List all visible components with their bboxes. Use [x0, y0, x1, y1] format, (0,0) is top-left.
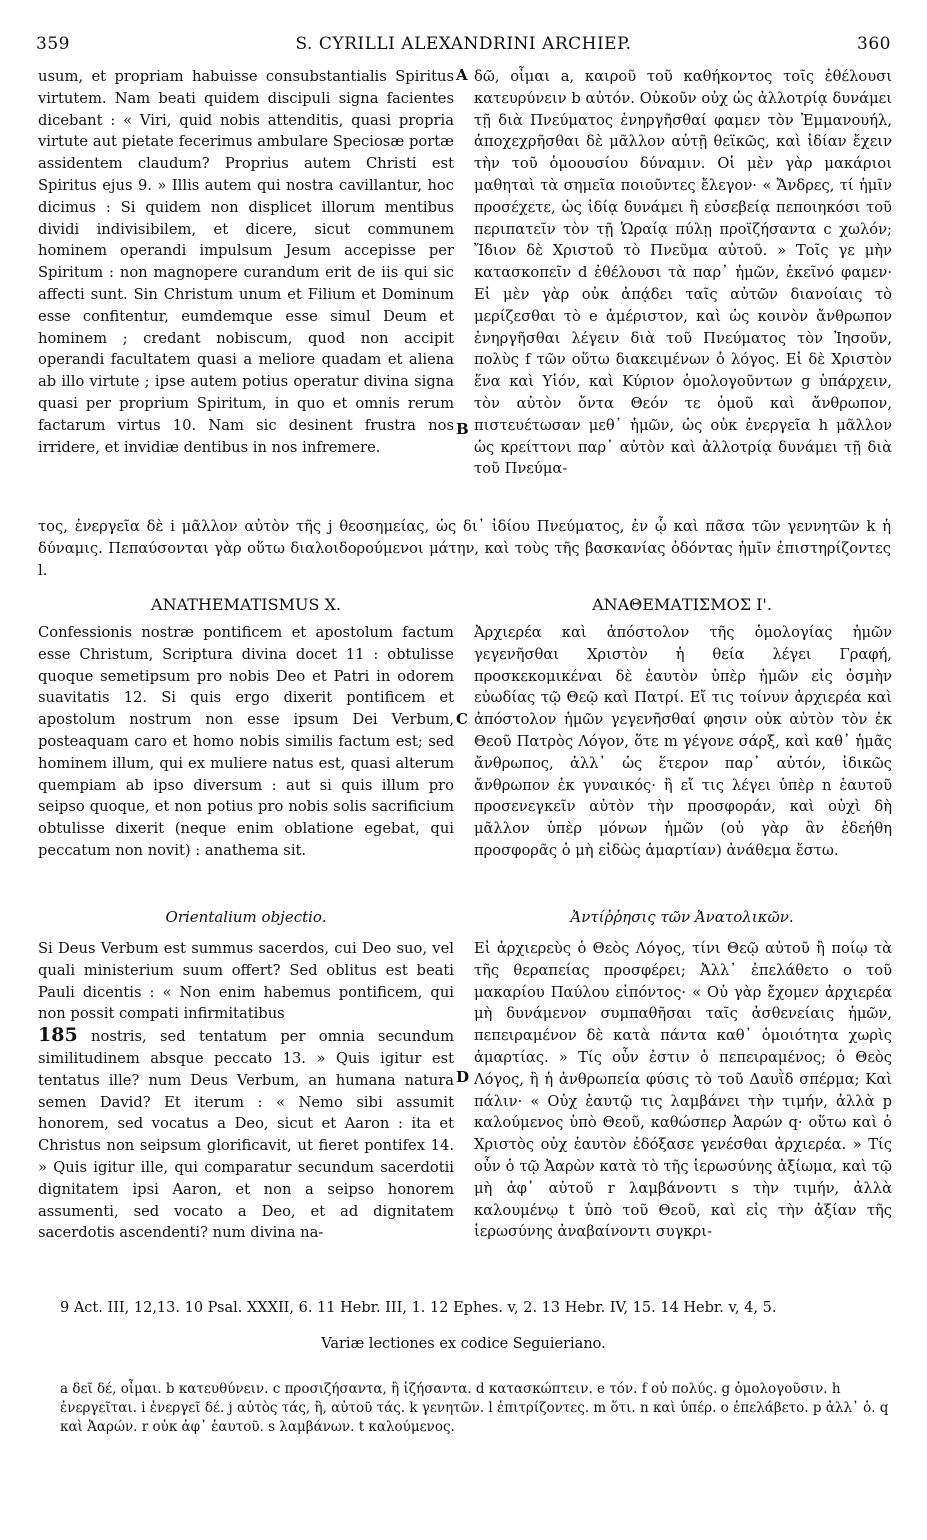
margin-letter-d: D: [456, 1068, 470, 1086]
page-header: [36, 34, 891, 58]
page-number-right: 360: [857, 34, 891, 54]
variae-lectiones-notes: a δεῖ δέ, οἶμαι. b κατευθύνειν. c προσιζήσαντα, ἢ ἰζήσαντα. d κατασκώπτειν. e τόν. f οὐ πολύς. g ὁμολογοῦσιν. h ἐνεργεῖται. i ἐνεργεῖ δέ. j αὐτὸς τάς, ἢ, αὐτοῦ τάς. k γενητῶν. l ἐπιτρίζοντες. m ὅτι. n καὶ ὑπέρ. o ἐπελάβετο. p ἀλλ᾽ ὁ. q καὶ Ἀαρών. r οὐκ ἀφ᾽ ἑαυτοῦ. s λαμβάνων. t καλούμενος.: [60, 1381, 889, 1435]
page-number-left: 359: [36, 34, 70, 54]
latin-paragraph-1: usum, et propriam habuisse consubstantialis Spiritus virtutem. Nam beati quidem discipuli signa facientes dicebant : « Viri, quid nobis attenditis, quasi propria virtute aut pietate fecerimus ambulare Speciosæ portæ assidentem claudum? Proprius autem Christi est Spiritus ejus 9. » Illis autem qui nostra cavillantur, hoc dicimus : Si quidem non displicet illorum mentibus dividi indivisibilem, et dicere, sicut communem hominem operandi impulsum Jesum accepisse per Spiritum : non magnopere curandum erit de iis qui sic affecti sunt. Sin Christum unum et Filium et Dominum esse confitentur, eumdemque esse simul Deum et hominem ; credant nobiscum, quod non accipit operandi facultatem quasi a meliore quadam et aliena ab illo virtute ; ipse autem potius operatur divina signa quasi per proprium Spiritum, in quo et omnis rerum factarum virtus 10. Nam sic desinent frustra nos irridere, et invidiæ dentibus in nos infremere.: [38, 68, 454, 456]
scripture-footnotes: 9 Act. III, 12,13. 10 Psal. XXXII, 6. 11 Hebr. III, 1. 12 Ephes. v, 2. 13 Hebr. IV, 15. 14 Hebr. v, 4, 5.: [60, 1300, 777, 1316]
latin-paragraph-2: Confessionis nostræ pontificem et apostolum factum esse Christum, Scriptura divina docet 11 : obtulisse quoque semetipsum pro nobis Deo et Patri in odorem suavitatis 12. Si quis ergo dixerit pontificem et apostolum nostrum non esse ipsum Dei Verbum, posteaquam caro et homo nobis similis factum est; sed hominem illum, qui ex muliere natus est, quasi alterum quempiam ab ipso diversum : aut si quis illum pro seipso quoque, et non potius pro nobis solis sacrificium obtulisse dixerit (neque enim oblatione egebat, qui peccatum non novit) : anathema sit.: [38, 624, 454, 859]
latin-column-2: [38, 622, 454, 862]
latin-paragraph-3a: Si Deus Verbum est summus sacerdos, cui Deo suo, vel quali ministerium suum offert? Sed oblitus est beati Pauli dicentis : « Non enim habemus pontificem, qui non possit compati infirmitatibus: [38, 940, 454, 1023]
column-number: 185: [38, 1024, 78, 1047]
latin-subsection-title: Orientalium objectio.: [165, 908, 327, 926]
greek-column-1: [474, 66, 892, 480]
latin-section-title: ANATHEMATISMUS X.: [151, 595, 341, 614]
margin-letter-a: A: [456, 66, 468, 84]
greek-column-3: [474, 938, 892, 1243]
greek-section-title: ΑΝΑΘΕΜΑΤΙΣΜΟΣ Ι'.: [592, 595, 772, 614]
greek-paragraph-full: τος, ἐνεργεῖα δὲ i μᾶλλον αὐτὸν τῆς j θεοσημείας, ὡς δι᾽ ἰδίου Πνεύματος, ἐν ᾧ καὶ πᾶσα τῶν γεννητῶν k ἡ δύναμις. Πεπαύσονται γὰρ οὕτω διαλοιδορούμενοι μάτην, καὶ τοὺς τῆς βασκανίας ὀδόντας ἡμῖν ἐπιστηρίζοντες l.: [38, 518, 891, 579]
running-title: S. CYRILLI ALEXANDRINI ARCHIEP.: [295, 34, 632, 54]
margin-letter-c: C: [456, 710, 468, 728]
latin-column-1: [38, 66, 454, 458]
variae-lectiones-title: Variæ lectiones ex codice Seguieriano.: [321, 1336, 606, 1352]
margin-letter-b: B: [456, 420, 469, 438]
greek-paragraph-3: Εἰ ἀρχιερεὺς ὁ Θεὸς Λόγος, τίνι Θεῷ αὐτοῦ ἢ ποίῳ τὰ τῆς θεραπείας προσφέρει; Ἀλλ᾽ ἐπελάθετο o τοῦ μακαρίου Παύλου εἰπόντος· « Οὐ γὰρ ἔχομεν ἀρχιερέα μὴ δυνάμενον συμπαθῆσαι ταῖς ἀσθενείαις ἡμῶν, πεπειραμένον δὲ κατὰ πάντα καθ᾽ ὁμοιότητα χωρὶς ἁμαρτίας. » Τίς οὖν ἐστιν ὁ πεπειραμένος; ὁ Θεὸς Λόγος, ἢ ἡ ἀνθρωπεία φύσις τὸ τοῦ Δαυῒδ σπέρμα; Καὶ πάλιν· « Οὐχ ἑαυτῷ τις λαμβάνει τὴν τιμήν, ἀλλὰ p καλούμενος ὑπὸ Θεοῦ, καθώσπερ Ἀαρών q· οὕτω καὶ ὁ Χριστὸς οὐχ ἑαυτὸν ἐδόξασε γενέσθαι ἀρχιερέα. » Τίς οὖν ὁ τῷ Ἀαρὼν κατὰ τὸ τῆς ἱερωσύνης ἀξίωμα, καὶ τῷ μὴ ἀφ᾽ αὐτοῦ r λαμβάνοντι s τὴν τιμήν, ἀλλὰ καλουμένῳ t ὑπὸ τοῦ Θεοῦ, καὶ εἰς τὴν ἀξίαν τῆς ἱερωσύνης ἀναβαίνοντι συγκρι-: [474, 940, 892, 1241]
latin-column-3: [38, 938, 454, 1244]
latin-paragraph-3b: nostris, sed tentatum per omnia secundum similitudinem absque peccato 13. » Quis igitur est tentatus ille? num Deus Verbum, an humana natura semen David? Et iterum : « Nemo sibi assumit honorem, sed vocatus a Deo, sicut et Aaron : ita et Christus non seipsum glorificavit, ut fieret pontifex 14. » Quis igitur ille, qui comparatur secundum sacerdotii dignitatem ipsi Aaron, et non a seipso honorem assumenti, sed vocato a Deo, et ad dignitatem sacerdotis ascendenti? num divina na-: [38, 1028, 454, 1242]
greek-full-width: [38, 516, 891, 581]
greek-paragraph-2: Ἀρχιερέα καὶ ἀπόστολον τῆς ὁμολογίας ἡμῶν γεγενῆσθαι Χριστὸν ἡ θεία λέγει Γραφή, προσκεκομικέναι δὲ ἑαυτὸν ὑπὲρ ἡμῶν εἰς ὀσμὴν εὐωδίας τῷ Θεῷ καὶ Πατρί. Εἴ τις τοίνυν ἀρχιερέα καὶ ἀπόστολον ἡμῶν γεγενῆσθαί φησιν οὐκ αὐτὸν τὸν ἐκ Θεοῦ Πατρὸς Λόγον, ὅτε m γέγονε σάρξ, καὶ καθ᾽ ἡμᾶς ἄνθρωπος, ἀλλ᾽ ὡς ἕτερον παρ᾽ αὐτόν, ἰδικῶς ἄνθρωπον ἐκ γυναικός· ἢ εἴ τις λέγει ὑπὲρ n ἑαυτοῦ προσενεγκεῖν αὐτὸν τὴν προσφοράν, καὶ οὐχὶ δὴ μᾶλλον ὑπὲρ μόνων ἡμῶν (οὐ γὰρ ἂν ἐδεήθη προσφορᾶς ὁ μὴ εἰδὼς ἁμαρτίαν) ἀνάθεμα ἔστω.: [474, 624, 892, 859]
greek-column-2: [474, 622, 892, 862]
greek-subsection-title: Ἀντίῤῥησις τῶν Ἀνατολικῶν.: [570, 908, 794, 926]
greek-paragraph-1: δῶ, οἶμαι a, καιροῦ τοῦ καθήκοντος τοῖς ἐθέλουσι κατευρύνειν b αὐτόν. Οὐκοῦν οὐχ ὡς ἀλλοτρίᾳ δυνάμει τῇ διὰ Πνεύματος ἐνηργῆσθαί φαμεν τὸν Ἐμμανουήλ, ἀποχεχρῆσθαι δὲ μᾶλλον αὐτῇ θεϊκῶς, καὶ ἰδίαν ἔχειν τὴν τοῦ ὁμοουσίου δύναμιν. Οἱ μὲν γὰρ μακάριοι μαθηταὶ τὰ σημεῖα ποιοῦντες ἔλεγον· « Ἄνδρες, τί ἡμῖν προσέχετε, ὡς ἰδίᾳ δυνάμει ἢ εὐσεβείᾳ πεποιηκόσι τοῦ περιπατεῖν τὸν τῇ Ὡραίᾳ πύλῃ προϊζήσαντα c χωλόν; Ἴδιον δὲ Χριστοῦ τὸ Πνεῦμα αὐτοῦ. » Τοῖς γε μὴν κατασκοπεῖν d ἐθέλουσι τὰ παρ᾽ ἡμῶν, ἐκεῖνό φαμεν· Εἰ μὲν γὰρ οὐκ ἀπᾴδει ταῖς αὐτῶν διανοίαις τὸ μερίζεσθαι τὸ e ἀμέριστον, καὶ ὡς κοινὸν ἄνθρωπον ἐνηργῆσθαι λέγειν διὰ τοῦ Πνεύματος τὸν Ἰησοῦν, πολὺς f τῶν οὕτω διακειμένων ὁ λόγος. Εἰ δὲ Χριστὸν ἕνα καὶ Υἱόν, καὶ Κύριον ὁμολογοῦντων g ὑπάρχειν, τὸν αὐτὸν ὄντα Θεόν τε ὁμοῦ καὶ ἄνθρωπον, πιστευέτωσαν μεθ᾽ ἡμῶν, ὡς οὐκ ἐνεργεῖα h μᾶλλον ὡς κρείττονι παρ᾽ αὐτὸν καὶ ἀλλοτρίᾳ δυνάμει τῇ διὰ τοῦ Πνεύμα-: [474, 68, 892, 478]
